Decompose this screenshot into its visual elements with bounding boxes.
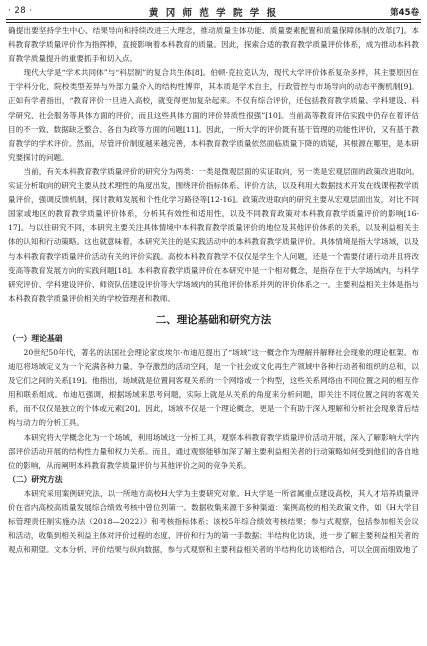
journal-title: 黄 冈 师 范 学 院 学 报 — [148, 8, 279, 19]
subsection-heading: （二）研究方法 — [8, 474, 63, 484]
volume-label: 第45卷 — [390, 8, 419, 18]
article-body — [8, 24, 419, 557]
page-number: · 28 · — [8, 6, 33, 16]
header-rule-thin — [6, 22, 421, 23]
running-header — [0, 0, 427, 22]
paragraph: 本研究将大学概念化为一个场域，利用场域这一分析工具，观察本科教育教学质量评价活动开展，深入了解影响大学内部评价活动开展的结构性力量和权力关系。而且，通过观察能够加深了解主要利益相关者的行动策略如何受到他们的各自地位的影响，从而阐明本科教育教学质量评价与其他评价之间的竞争关系。 — [8, 432, 419, 470]
paragraph: 本研究采用案例研究法，以一所地方高校H大学为主要研究对象。H大学是一所省属重点建设高校，其人才培养质量评价在省内高校高质量发展综合绩效考核中曾位列第一。数据收集来源于多种渠道：案例高校的相关政策文件，如《H大学目标管理责任制实施办法（2018—2022）》和考核指标体系；该校5年综合绩效考核结果；参与式观察，包括参加相关会议和活动，收集到相关利益主体对评价过程的态度、评价和行为的第一手数据；半结构化访谈，进一步了解主要利益相关者的观点和期望。文本分析、评价结果与纵向数据，参与式观察和主要利益相关者的半结构化访谈相结合，可以全面而细致地了 — [8, 488, 419, 555]
section-heading: 二、理论基础和研究方法 — [155, 313, 272, 326]
subsection-heading: （一）理论基础 — [8, 333, 63, 343]
paragraph: 当前，有关本科教育教学质量评价的研究分为两类：一类是微观层面的实证取向，另一类是宏观层面的政策改进取向。实证分析取向的研究主要从技术理性的角度出发，围绕评价指标体系、评价方法，以及利用大数据技术开发在线课程教学质量评价，强调反馈机制，探讨教师发展和个性化学习路径等[12-16]。政策改进取向的研究主要从宏观层面出发，对比不同国家或地区的教育教学质量评价体系，分析其有效性和适用性，以及不同教育政策对本科教育教学质量评价的影响[16-17]。与以往研究不同，本研究主要关注具体情境中本科教育教学质量评价的地位及其他评价体系的关系，以及利益相关主体的认知和行动策略。这也就意味着，本研究关注的是实践活动中的本科教育教学质量评价。具体情境是指大学场域，以及与本科教育教学质量评价活动有关的评价实践。高校本科教育教学不仅仅是学生个人问题，还是一个需要付诸行动并且将改变高等教育发展方向的实践问题[18]。本科教育教学质量评价在本研究中是一个相对概念，是指存在于大学场域内，与科学研究评价、学科建设评价、师资队伍建设评价等大学场域内的其他评价体系并列的评价体系之一。主要利益相关主体是指与本科教育教学质量评价相关的学校管理者和教师。 — [8, 166, 419, 303]
paragraph: 现代大学是“学术共同体”与“科层制”的复合共生体[8]。伯顿·克拉克认为，现代大学评价体系复杂多样，其主要原因在于学科分化，院校类型差异与外部力量介入的结构性博弈，其本质是学术自主，行政管控与市场导向的动态平衡机制[9]。正如有学者指出，“教育评价一旦进入高校，就变得更加复杂起来。不仅有综合评价，还包括教育教学质量、学科建设、科学研究、社会服务等具体方面的评价，而且这些具体方面的评价异质性很强”[10]。当前高等教育评估实践中仍存在着评估目的不一致、数据缺乏整合、各自为政等方面的问题[11]。因此，一所大学的评价既有基于管理的功能性评价，又有基于教育教学的学术评价。然而，尽管评价制度越来越完善，本科教育教学质量依然面临质量下降的质疑，其根源在哪里，是本研究要探讨的问题。 — [8, 68, 419, 162]
paragraph: 20世纪50年代，著名的法国社会理论家皮埃尔·布迪厄提出了“场域”这一概念作为理解并解释社会现象的理论框架。布迪厄将场域定义为一个充满各种力量、争夺激烈的活动空间，是一个社会或文化再生产领域中各种行动者和组织的总和，以及它们之间的关系[19]。他指出，场域就是位置间客观关系的一个网络或一个构型，这些关系网络由不同位置之间的相互作用和联系组成。布迪厄强调，根据场域来思考问题，实际上就是从关系的角度来分析问题，即关注不同位置之间的客观关系，而不仅仅是独立的个体或元素[20]。因此，场域不仅是一个理论概念，更是一个有助于深入理解和分析社会现象背后结构与动力的分析工具。 — [8, 347, 419, 428]
paragraph: 确提出要坚持学生中心、结果导向和持续改进三大理念，推动质量主体功能、质量要素配置和质量保障体制的改革[7]。本科教育教学质量评价作为指挥棒，直接影响着本科教育的质量。因此，探索合适的教育教学质量评价体系，成为推动本科教育教学质量提升的重要抓手和切入点。 — [8, 26, 419, 64]
header-rule — [6, 19, 421, 20]
